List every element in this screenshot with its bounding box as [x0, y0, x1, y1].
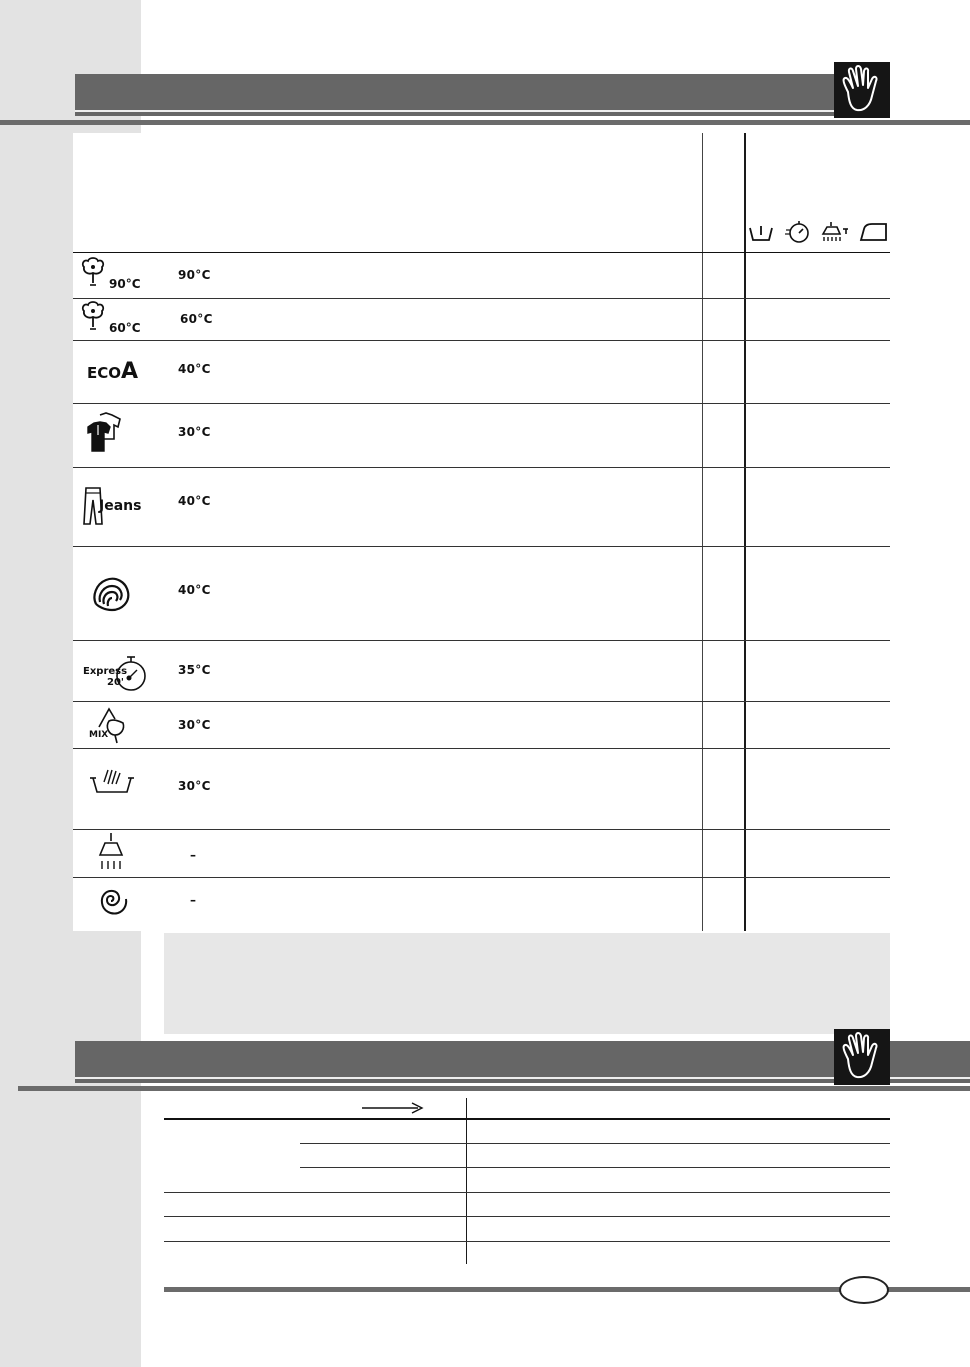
- row-divider: [73, 748, 890, 749]
- eco-letter: A: [121, 358, 139, 384]
- program-icon-label: 90°C: [109, 277, 141, 291]
- notes-panel: [164, 933, 890, 1034]
- column-divider: [466, 1098, 467, 1264]
- section-header-rule: [0, 120, 970, 125]
- mix-icon: [78, 704, 138, 746]
- section-header-rule: [18, 1086, 970, 1091]
- row-divider: [73, 640, 890, 641]
- row-divider: [73, 701, 890, 702]
- shower-rinse-icon: [820, 220, 850, 248]
- row-divider: [164, 1192, 890, 1193]
- program-row-icon: [78, 342, 150, 400]
- spin-icon: [93, 883, 129, 923]
- row-divider: [73, 877, 890, 878]
- wash-tub-icon: [747, 220, 775, 248]
- row-divider: [164, 1241, 890, 1242]
- row-divider: [73, 340, 890, 341]
- express-timer-icon: [78, 646, 148, 696]
- row-divider: [300, 1143, 890, 1144]
- row-divider: [300, 1167, 890, 1168]
- program-row-icon: [78, 643, 150, 699]
- jeans-icon: [82, 486, 141, 526]
- table-header-rule: [164, 1118, 890, 1120]
- row-divider: [73, 252, 890, 253]
- row-divider: [73, 546, 890, 547]
- program-temperature: 40°C: [178, 583, 211, 597]
- program-row-icon: [78, 254, 150, 294]
- program-temperature: 30°C: [178, 425, 211, 439]
- mix-label: MIX: [89, 730, 109, 740]
- program-temperature: 60°C: [180, 312, 213, 326]
- row-divider: [73, 298, 890, 299]
- cotton-flower-icon: [78, 299, 108, 337]
- row-divider: [73, 403, 890, 404]
- right-arrow-icon: [362, 1101, 424, 1115]
- program-row-icon: [78, 406, 150, 464]
- program-row-icon: [78, 751, 150, 827]
- rinse-icon: [96, 831, 126, 875]
- program-row-icon: [78, 879, 150, 927]
- care-symbols-header: [747, 220, 889, 248]
- wool-icon: [90, 574, 132, 618]
- program-row-icon: [78, 549, 150, 637]
- timer-icon: [784, 219, 812, 249]
- program-row-icon: [78, 470, 150, 542]
- jeans-label: Jeans: [99, 498, 142, 514]
- program-temperature: 30°C: [178, 779, 211, 793]
- handwash-icon: [90, 766, 134, 800]
- shirts-icon: [84, 411, 128, 459]
- row-divider: [73, 829, 890, 830]
- program-temperature: 30°C: [178, 718, 211, 732]
- eco-a-icon: [87, 359, 138, 384]
- program-row-icon: [78, 831, 150, 875]
- program-temperature: 90°C: [178, 268, 211, 282]
- express-label: Express: [83, 666, 128, 677]
- program-temperature: 40°C: [178, 494, 211, 508]
- row-divider: [73, 467, 890, 468]
- iron-icon: [859, 221, 889, 247]
- hand-icon: [834, 1029, 890, 1085]
- program-temperature: –: [190, 848, 197, 862]
- program-temperature: 35°C: [178, 663, 211, 677]
- express-duration: 20': [107, 677, 124, 688]
- program-temperature: –: [190, 893, 197, 907]
- program-row-icon: [78, 298, 150, 338]
- page-number-badge: [839, 1276, 889, 1304]
- program-icon-label: 60°C: [109, 321, 141, 335]
- hand-icon: [834, 62, 890, 118]
- eco-label: ECO: [87, 363, 122, 382]
- program-row-icon: [78, 703, 150, 747]
- section-header-bar: [75, 74, 890, 116]
- program-temperature: 40°C: [178, 362, 211, 376]
- cotton-flower-icon: [78, 255, 108, 293]
- row-divider: [164, 1216, 890, 1217]
